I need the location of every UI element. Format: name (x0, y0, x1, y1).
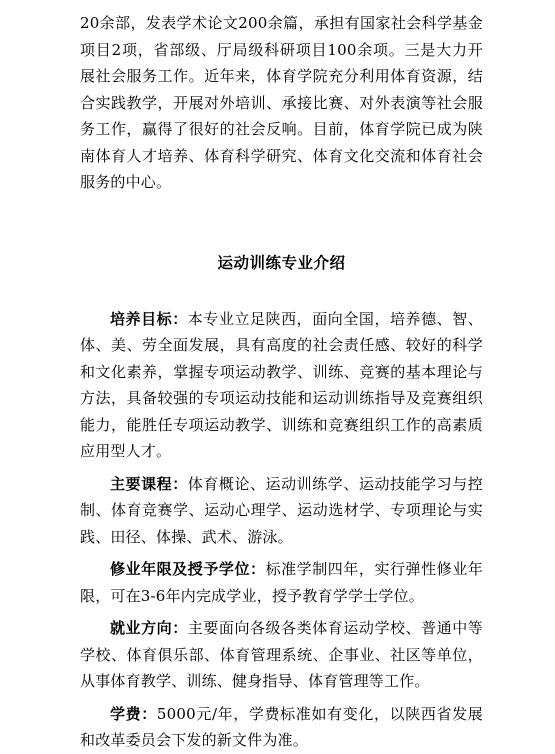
section-title: 运动训练专业介绍 (217, 252, 346, 272)
section-text: 主要面向各级各类体育运动学校、普通中等学校、体育俱乐部、体育管理系统、企事业、社区等单位，从事体育教学、训练、健身指导、体育管理等工作。 (80, 619, 483, 690)
section-main-courses (80, 471, 483, 551)
section-text: 标准学制四年，实行弹性修业年限，可在3-6年内完成学业，授予教育学学士学位。 (80, 560, 483, 605)
intro-paragraph: 20余部，发表学术论文200余篇，承担有国家社会科学基金项目2项，省部级、厅局级科研项目100余项。三是大力开展社会服务工作。近年来，体育学院充分利用体育资源，结合实践教学，开展对外培训、承接比赛、对外表演等社会服务工作，赢得了很好的社会反响。目前，体育学院已成为陕南体育人才培养、体育科学研究、体育文化交流和体育社会服务的中心。 (80, 14, 483, 191)
section-label: 培养目标： (110, 309, 188, 328)
section-tuition (80, 701, 483, 754)
section-label: 学费： (110, 704, 157, 723)
section-training-goal (80, 306, 483, 465)
section-text: 本专业立足陕西，面向全国，培养德、智、体、美、劳全面发展，具有高度的社会责任感、较好的科学和文化素养，掌握专项运动教学、训练、竞赛的基本理论与方法，具备较强的专项运动技能和运动训练指导及竞赛组织能力，能胜任专项运动教学、训练和竞赛组织工作的高素质应用型人才。 (80, 309, 483, 460)
section-text: 体育概论、运动训练学、运动技能学习与控制、体育竞赛学、运动心理学、运动选材学、专项理论与实践、田径、体操、武术、游泳。 (80, 474, 483, 546)
section-label: 主要课程： (110, 474, 188, 493)
section-employment (80, 615, 483, 695)
section-label: 修业年限及授予学位： (110, 560, 266, 578)
section-label: 就业方向： (110, 619, 188, 637)
section-study-duration-degree (80, 556, 483, 609)
section-text: 5000元/年，学费标准如有变化，以陕西省发展和改革委员会下发的新文件为准。 (80, 704, 483, 749)
